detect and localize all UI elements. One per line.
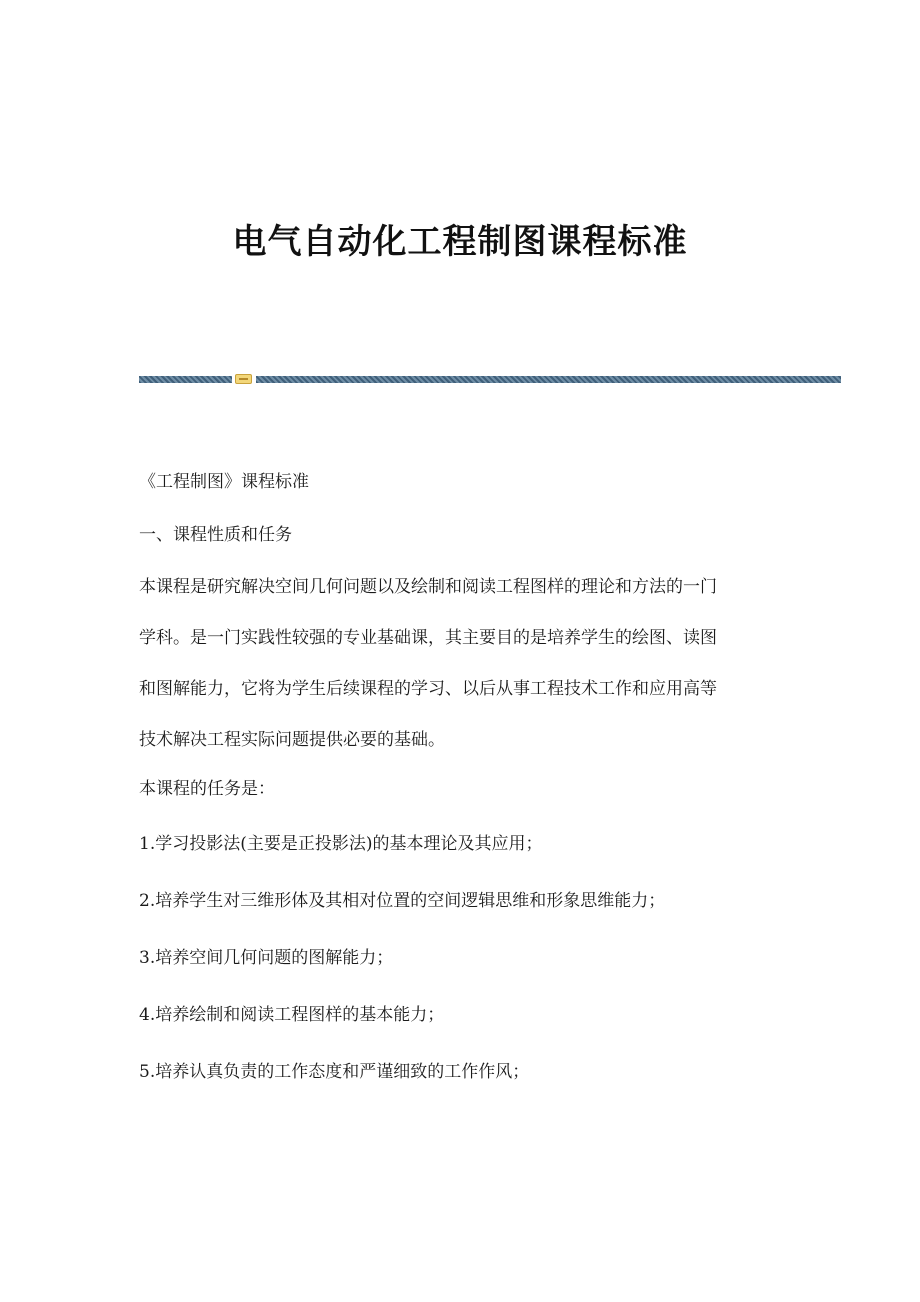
task-item: 4.培养绘制和阅读工程图样的基本能力；	[139, 1005, 445, 1025]
document-title: 电气自动化工程制图课程标准	[232, 222, 688, 262]
task-item: 2.培养学生对三维形体及其相对位置的空间逻辑思维和形象思维能力；	[139, 891, 666, 911]
title-divider	[139, 374, 841, 384]
divider-ornament-icon	[235, 374, 252, 384]
task-item: 1.学习投影法(主要是正投影法)的基本理论及其应用；	[139, 834, 543, 854]
document-body	[139, 468, 779, 1115]
task-item: 5.培养认真负责的工作态度和严谨细致的工作作风；	[139, 1062, 530, 1082]
task-intro: 本课程的任务是：	[139, 779, 275, 799]
description-line: 学科。是一门实践性较强的专业基础课，其主要目的是培养学生的绘图、读图	[139, 628, 717, 648]
description-line: 本课程是研究解决空间几何问题以及绘制和阅读工程图样的理论和方法的一门	[139, 577, 717, 597]
course-description	[139, 562, 779, 766]
description-line: 技术解决工程实际问题提供必要的基础。	[139, 730, 445, 750]
divider-bar-left	[139, 376, 232, 383]
divider-bar-right	[256, 376, 841, 383]
section-title: 一、课程性质和任务	[139, 525, 292, 545]
course-standard-heading: 《工程制图》课程标准	[139, 472, 309, 492]
description-line: 和图解能力，它将为学生后续课程的学习、以后从事工程技术工作和应用高等	[139, 679, 717, 699]
task-item: 3.培养空间几何问题的图解能力；	[139, 948, 394, 968]
